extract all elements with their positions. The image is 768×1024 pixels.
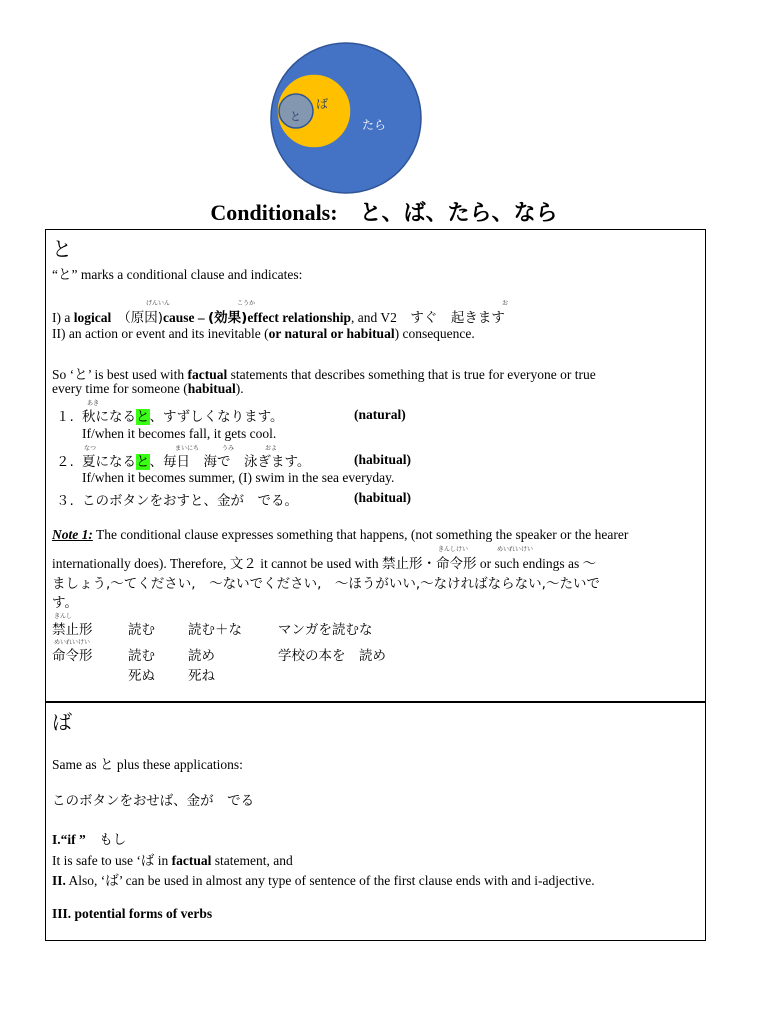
ba-point-3 <box>52 906 212 922</box>
ruby-kouka: こうか <box>237 300 256 307</box>
point-1 <box>52 306 505 326</box>
ba-point-3-text: . potential forms of verbs <box>67 906 213 921</box>
point-1-effect: effect relationship <box>247 310 351 325</box>
note-line-3: ましょう,～てください, ～ないでください, ～ほうがいい,～なければならない,～たいで <box>52 576 600 592</box>
middle-label: ば <box>316 97 329 111</box>
so-line-2-bold: habitual <box>187 381 236 396</box>
kinshi-a: 読む <box>128 622 155 638</box>
ruby-oki: お <box>502 300 509 307</box>
point-1-kanji-cause: （原因) <box>117 310 164 326</box>
ruby-umi: うみ <box>222 445 235 452</box>
ruby-kinshi: きんし <box>54 613 73 620</box>
note-line-1 <box>52 527 628 543</box>
example-1-tag-text: (natural) <box>354 407 406 422</box>
point-1-kanji-effect: (効果) <box>208 310 248 326</box>
meirei-a: 読む <box>128 648 155 664</box>
example-1-post: 、すずしくなります。 <box>149 409 284 425</box>
example-2-post: 、毎日 海で 泳ぎます。 <box>149 454 311 470</box>
point-2 <box>52 326 475 342</box>
note-line-2-e: or such endings as ～ <box>476 556 597 571</box>
meirei-a2: 死ぬ <box>128 668 155 684</box>
example-3 <box>56 489 298 509</box>
inner-label: と <box>290 110 301 123</box>
note-line-2-c: it cannot be used with <box>256 556 383 571</box>
kinshi-c: マンガを読むな <box>278 622 373 638</box>
ruby-meirei: めいれいけい <box>54 639 91 646</box>
example-2-tag-text: (habitual) <box>354 452 412 467</box>
point-1-tail: , and V2 すぐ 起きます <box>350 310 505 325</box>
note-line-2 <box>52 552 596 572</box>
so-line-1-suffix: statements that describes something that is true for everyone or true <box>227 367 596 382</box>
example-2 <box>56 450 310 470</box>
ba-line-2 <box>52 869 595 889</box>
point-1-prefix: I) a <box>52 310 74 325</box>
outer-label: たら <box>362 118 387 132</box>
note-line-1-text: The conditional clause expresses something that happens, (not something the speaker or the hearer <box>92 527 629 542</box>
example-1-highlight: と <box>136 409 150 425</box>
note-line-4: す。 <box>52 595 78 611</box>
point-2-prefix: II) an action or event and its inevitable ( <box>52 326 269 341</box>
ba-line-2-label: II. <box>52 873 66 888</box>
page-title: Conditionals: と、ば、たら、なら <box>210 200 558 225</box>
so-line-1-bold: factual <box>187 367 228 382</box>
ba-example: このボタンをおせば、金が でる <box>52 793 255 809</box>
kinshi-label: 禁止形 <box>52 622 93 638</box>
so-line-1-prefix: So ‘と’ is best used with <box>52 367 188 382</box>
point-1-logical: logical <box>73 310 112 325</box>
example-1-tag <box>354 407 406 423</box>
example-3-tag-text: (habitual) <box>354 490 412 505</box>
example-3-tag <box>354 490 411 506</box>
example-1 <box>56 405 284 425</box>
example-2-tag <box>354 452 411 468</box>
ba-line-1-prefix: It is safe to use ‘ば in <box>52 853 172 868</box>
ba-point-1 <box>52 828 126 848</box>
example-2-pre: 夏になる <box>82 454 136 470</box>
ba-point-1-jp: もし <box>85 832 127 848</box>
ba-point-3-label: III <box>52 906 68 921</box>
so-line-2-suffix: ). <box>235 381 244 396</box>
ruby-oyo: およ <box>265 445 278 452</box>
so-line-1 <box>52 363 596 383</box>
so-line-2-prefix: every time for someone ( <box>52 381 188 396</box>
ruby-genin: げんいん <box>146 300 171 307</box>
note-line-2-b: 文２ <box>229 556 257 572</box>
so-line-2 <box>52 381 244 397</box>
kinshi-b: 読む＋な <box>188 622 242 638</box>
example-2-num: ２. <box>56 454 74 470</box>
ruby-kinshikei: きんしけい <box>438 546 469 553</box>
example-1-pre: 秋になる <box>82 409 136 425</box>
ba-intro: Same as と plus these applications: <box>52 757 243 772</box>
ruby-natsu: なつ <box>84 445 97 452</box>
point-1-cause: cause – <box>163 310 209 325</box>
ba-line-1-bold: factual <box>171 853 212 868</box>
meirei-b: 読め <box>188 648 215 664</box>
ba-line-2-text: Also, ‘ば’ can be used in almost any type of sentence of the first clause ends with and i-adjective. <box>65 873 595 888</box>
point-2-suffix: ) consequence. <box>394 326 475 341</box>
venn-diagram <box>0 0 768 200</box>
ruby-mainichi: まいにち <box>175 445 200 452</box>
example-1-translation: If/when it becomes fall, it gets cool. <box>82 426 277 441</box>
ba-heading: ば <box>52 710 72 734</box>
example-3-text: このボタンをおすと、金が でる。 <box>82 493 298 509</box>
ba-line-1 <box>52 849 293 869</box>
example-1-num: １. <box>56 409 74 425</box>
example-3-num: ３. <box>56 493 74 509</box>
ruby-aki: あき <box>87 400 100 407</box>
note-line-2-a: internationally does). Therefore, <box>52 556 230 571</box>
example-2-highlight: と <box>136 454 150 470</box>
note-label: Note 1: <box>52 527 93 542</box>
meirei-b2: 死ね <box>188 668 215 684</box>
to-heading: と <box>52 237 72 261</box>
to-intro: “と” marks a conditional clause and indicates: <box>52 267 303 282</box>
point-2-bold: or natural or habitual <box>268 326 395 341</box>
note-line-2-d: 禁止形・命令形 <box>382 556 477 572</box>
example-2-translation: If/when it becomes summer, (I) swim in the sea everyday. <box>82 470 395 485</box>
ba-point-1-label: I.“if ” <box>52 832 86 847</box>
meirei-label: 命令形 <box>52 648 93 664</box>
ruby-meireikei: めいれいけい <box>497 546 534 553</box>
ba-line-1-suffix: statement, and <box>211 853 293 868</box>
meirei-c: 学校の本を 読め <box>278 648 386 664</box>
